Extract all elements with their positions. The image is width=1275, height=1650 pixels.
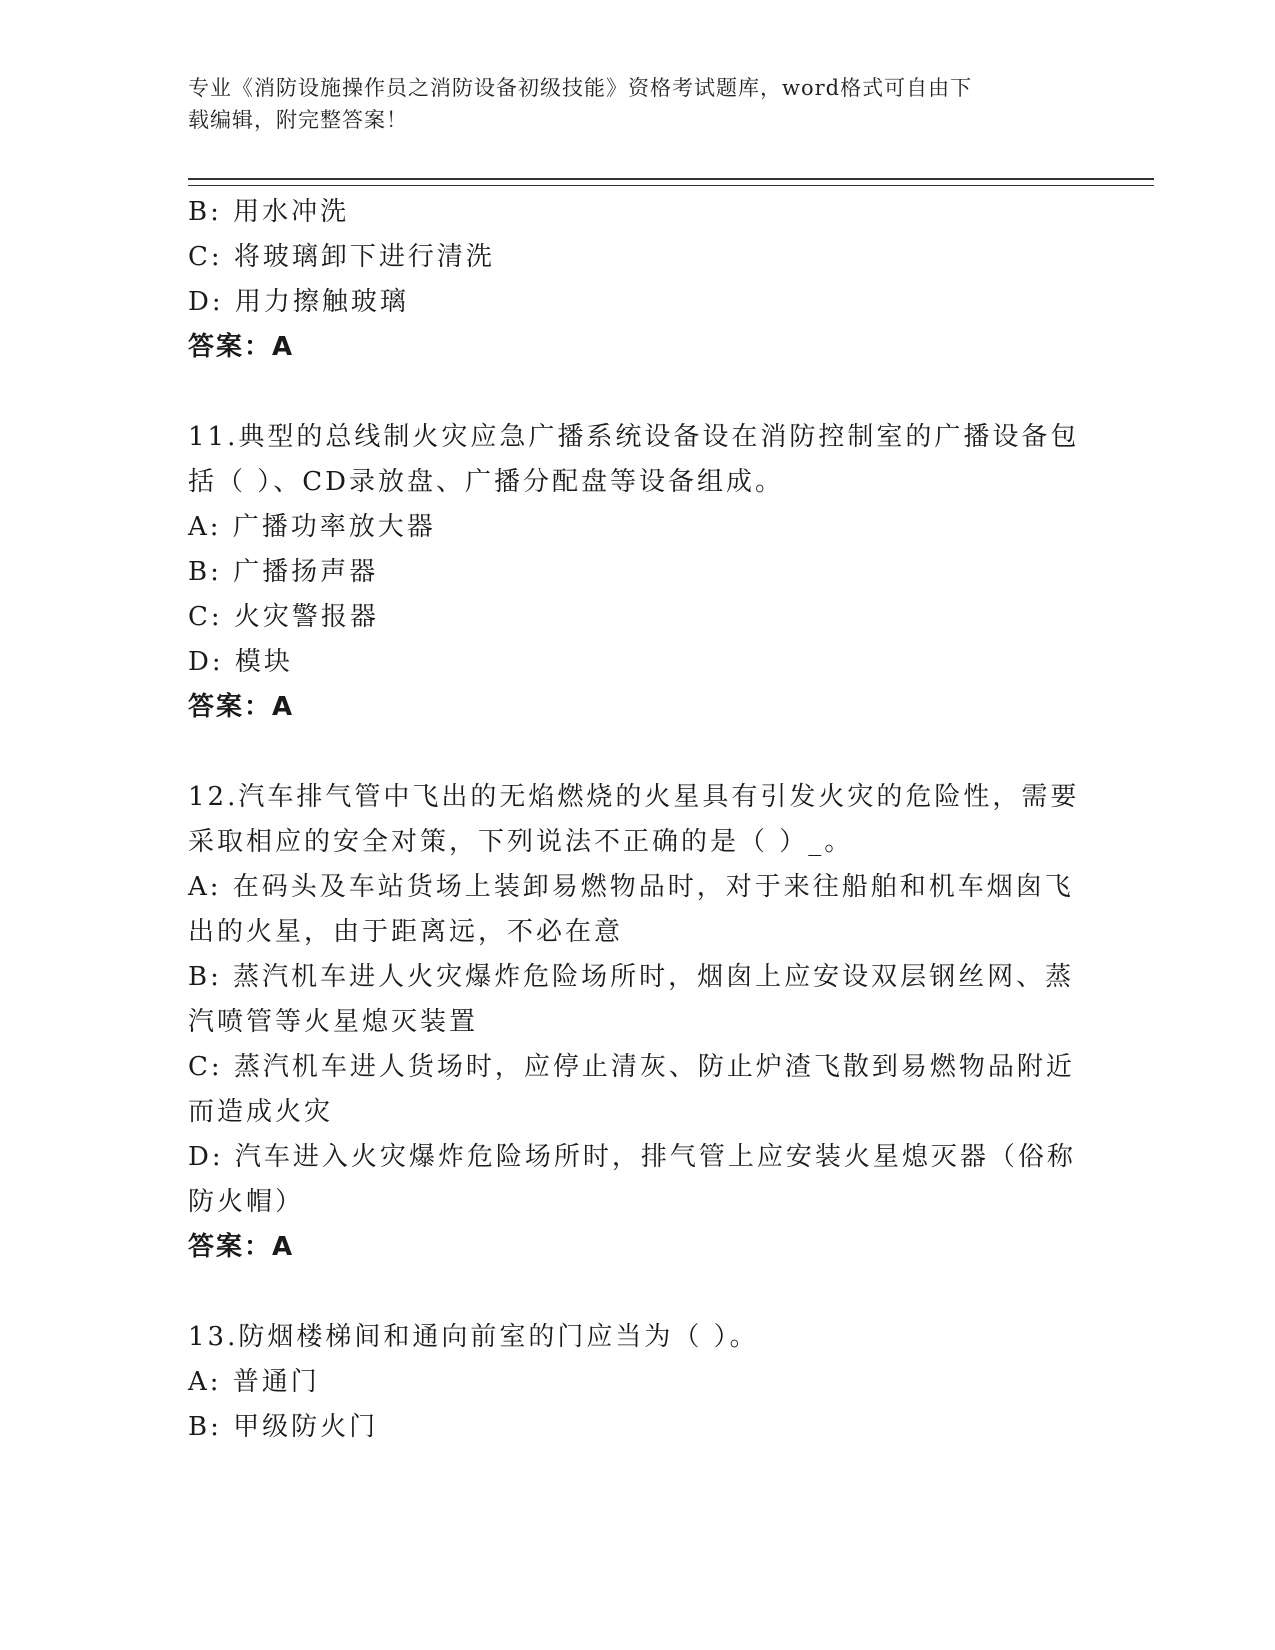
option-c-cont: 而造成火灾 [188, 1097, 334, 1127]
question-text: 12.汽车排气管中飞出的无焰燃烧的火星具有引发火灾的危险性，需要 [188, 782, 1080, 812]
option-c: C: 将玻璃卸下进行清洗 [188, 242, 495, 272]
answer-line: 答案：A [188, 692, 295, 722]
question-text: 11.典型的总线制火灾应急广播系统设备设在消防控制室的广播设备包 [188, 422, 1080, 452]
answer-line: 答案：A [188, 1232, 295, 1262]
option-d: D: 模块 [188, 647, 293, 677]
option-b: B: 广播扬声器 [188, 557, 379, 587]
spacer [188, 730, 1088, 775]
question-10 [188, 190, 1088, 370]
option-a: A: 在码头及车站货场上装卸易燃物品时，对于来往船舶和机车烟囱飞 [188, 872, 1074, 902]
question-text: 采取相应的安全对策，下列说法不正确的是（ ）_。 [188, 827, 854, 857]
option-a: A: 广播功率放大器 [188, 512, 436, 542]
header-line-2: 载编辑，附完整答案！ [188, 108, 408, 132]
spacer [188, 1270, 1088, 1315]
option-d: D: 用力擦触玻璃 [188, 287, 409, 317]
question-text: 括（ ）、CD录放盘、广播分配盘等设备组成。 [188, 467, 785, 497]
option-b: B: 甲级防火门 [188, 1412, 379, 1442]
option-b: B: 用水冲洗 [188, 197, 350, 227]
question-13 [188, 1315, 1088, 1450]
answer-line: 答案：A [188, 332, 295, 362]
option-c: C: 蒸汽机车进人货场时，应停止清灰、防止炉渣飞散到易燃物品附近 [188, 1052, 1075, 1082]
question-12 [188, 775, 1088, 1270]
question-text: 13.防烟楼梯间和通向前室的门应当为（ ）。 [188, 1322, 759, 1352]
header-divider [188, 178, 1154, 186]
spacer [188, 370, 1088, 415]
option-a: A: 普通门 [188, 1367, 320, 1397]
question-11 [188, 415, 1088, 730]
option-d-cont: 防火帽） [188, 1187, 305, 1217]
option-a-cont: 出的火星，由于距离远，不必在意 [188, 917, 624, 947]
option-c: C: 火灾警报器 [188, 602, 379, 632]
option-b: B: 蒸汽机车进人火灾爆炸危险场所时，烟囱上应安设双层钢丝网、蒸 [188, 962, 1075, 992]
page-header [188, 72, 1068, 136]
header-line-1: 专业《消防设施操作员之消防设备初级技能》资格考试题库，word格式可自由下 [188, 76, 973, 100]
option-d: D: 汽车进入火灾爆炸危险场所时，排气管上应安装火星熄灭器（俗称 [188, 1142, 1076, 1172]
question-content [188, 190, 1088, 1450]
option-b-cont: 汽喷管等火星熄灭装置 [188, 1007, 479, 1037]
